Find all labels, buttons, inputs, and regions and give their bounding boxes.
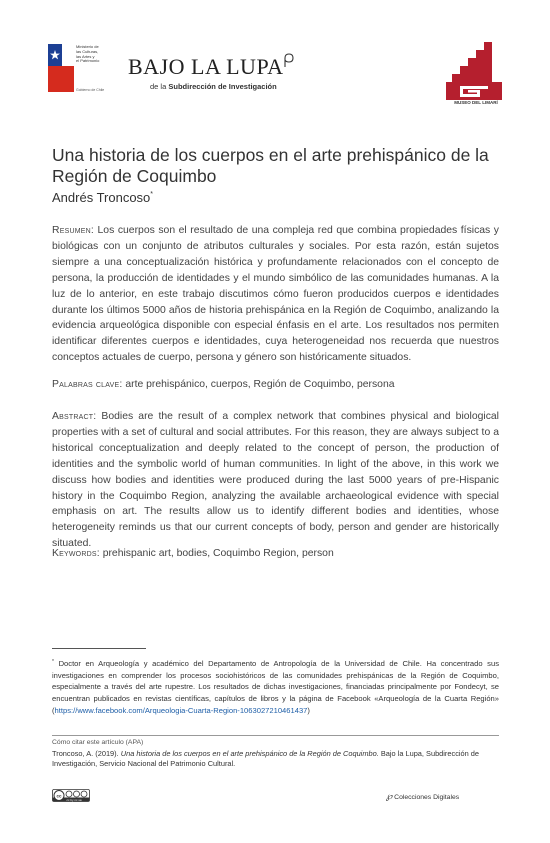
citation-heading: Cómo citar este artículo (APA) (52, 739, 144, 746)
brand-title: BAJO LA LUPA (128, 54, 284, 79)
citation-suffix: Bajo la Lupa, Subdirección de Investigación, Servicio Nacional del Patrimonio Cultural. (52, 749, 480, 768)
footnote-divider (52, 648, 146, 649)
citation-prefix: Troncoso, A. (2019). (52, 749, 119, 758)
citation-divider (52, 735, 499, 736)
magnifier-glyph-icon (282, 52, 296, 68)
author-name: Andrés Troncoso (52, 190, 151, 205)
footnote-mark: * (52, 659, 54, 665)
brand-subtitle-bold: Subdirección de Investigación (168, 82, 277, 91)
citation-text (52, 749, 499, 769)
palabras-clave-paragraph (52, 377, 499, 393)
keywords-label: Keywords: (52, 548, 100, 559)
facebook-link[interactable]: https://www.facebook.com/Arqueologia-Cuarta-Region-1063027210461437 (54, 705, 308, 715)
gobierno-ministry-text: Ministerio de las Culturas, las Artes y el Patrimonio (76, 44, 100, 64)
palabras-clave-label: Palabras clave: (52, 379, 123, 390)
footnote-text: Doctor en Arqueología y académico del Departamento de Antropología de la Universidad de Chile. Ha concentrado sus investigaciones en comprender los procesos sociohistóricos de las comunidades prehispánicas de la Región de Coquimbo, especialmente a través del arte rupestre. Los resultados de dichas investigaciones, financiadas principalmente por Fondecyt, se encuentran publicados en revistas científicas, capítulos de libros y la página de Facebook «Arqueología de la Cuarta Región» ( (52, 659, 499, 715)
author-footnote-mark: * (150, 191, 154, 198)
colecciones-glyph: ℘ (386, 791, 393, 801)
article-author (52, 190, 153, 205)
keywords-text: prehispanic art, bodies, Coquimbo Region, person (102, 548, 334, 559)
colecciones-digitales-footer (386, 791, 459, 802)
brand-subtitle-prefix: de la (150, 82, 167, 91)
gobierno-label: Gobierno de Chile (76, 88, 105, 92)
resumen-paragraph (52, 223, 499, 366)
cc-license-label: cc by nc sa (66, 798, 82, 802)
creative-commons-license-icon[interactable] (52, 789, 90, 802)
colecciones-label: Colecciones Digitales (394, 794, 460, 801)
gobierno-logo (48, 44, 114, 98)
museo-label: MUSEO DEL LIMARÍ (454, 100, 498, 105)
abstract-text: Bodies are the result of a complex network that combines physical and biological properties with a set of cultural and social attributes. For this reason, they are always subject to a historical conceptualization and deeply related to the concept of person, the production of identities and the symbolic world of human communities. In light of the above, in this work we discuss how bodies and identities were produced during the last 5000 years of pre-Hispanic history in the Coquimbo Region, analyzing the available archaeological evidence with special emphasis on art. The results allow us to identify different bodies and identities, whose heterogeneity reminds us that our current concepts of body, person and gender are historically situated. (52, 411, 499, 550)
author-footnote (52, 657, 499, 717)
article-title: Una historia de los cuerpos en el arte prehispánico de la Región de Coquimbo (52, 144, 489, 186)
abstract-label: Abstract: (52, 411, 97, 422)
brand-subtitle (150, 82, 277, 91)
resumen-label: Resumen: (52, 225, 94, 236)
palabras-clave-text: arte prehispánico, cuerpos, Región de Coquimbo, persona (125, 379, 395, 390)
resumen-text: Los cuerpos son el resultado de una compleja red que combina propiedades físicas y biológicas con un conjunto de atributos culturales y sociales. Por esta razón, están sujetos siempre a una conceptualización histórica y profundamente relacionados con el concepto de persona, la producción de identidades y el mundo simbólico de las comunidades humanas. A la luz de lo anterior, en este trabajo discutimos cómo fueron producidos cuerpos e identidades durante los últimos 5000 años de historia prehispánica en la Región de Coquimbo, analizando la evidencia arqueológica disponible con especial énfasis en el arte. Los resultados nos permiten identificar diferentes cuerpos e identidades, cuya heterogeneidad nos recuerda que nuestros conceptos actuales de cuerpo, persona y género son históricamente situados. (52, 225, 499, 364)
citation-title: Una historia de los cuerpos en el arte prehispánico de la Región de Coquimbo. (120, 749, 379, 758)
museo-limari-logo-icon (446, 42, 502, 100)
gobierno-flag-icon (48, 44, 74, 92)
keywords-paragraph (52, 546, 499, 562)
svg-text:cc: cc (56, 793, 62, 799)
footnote-text-end: ) (307, 705, 310, 715)
abstract-paragraph (52, 409, 499, 552)
